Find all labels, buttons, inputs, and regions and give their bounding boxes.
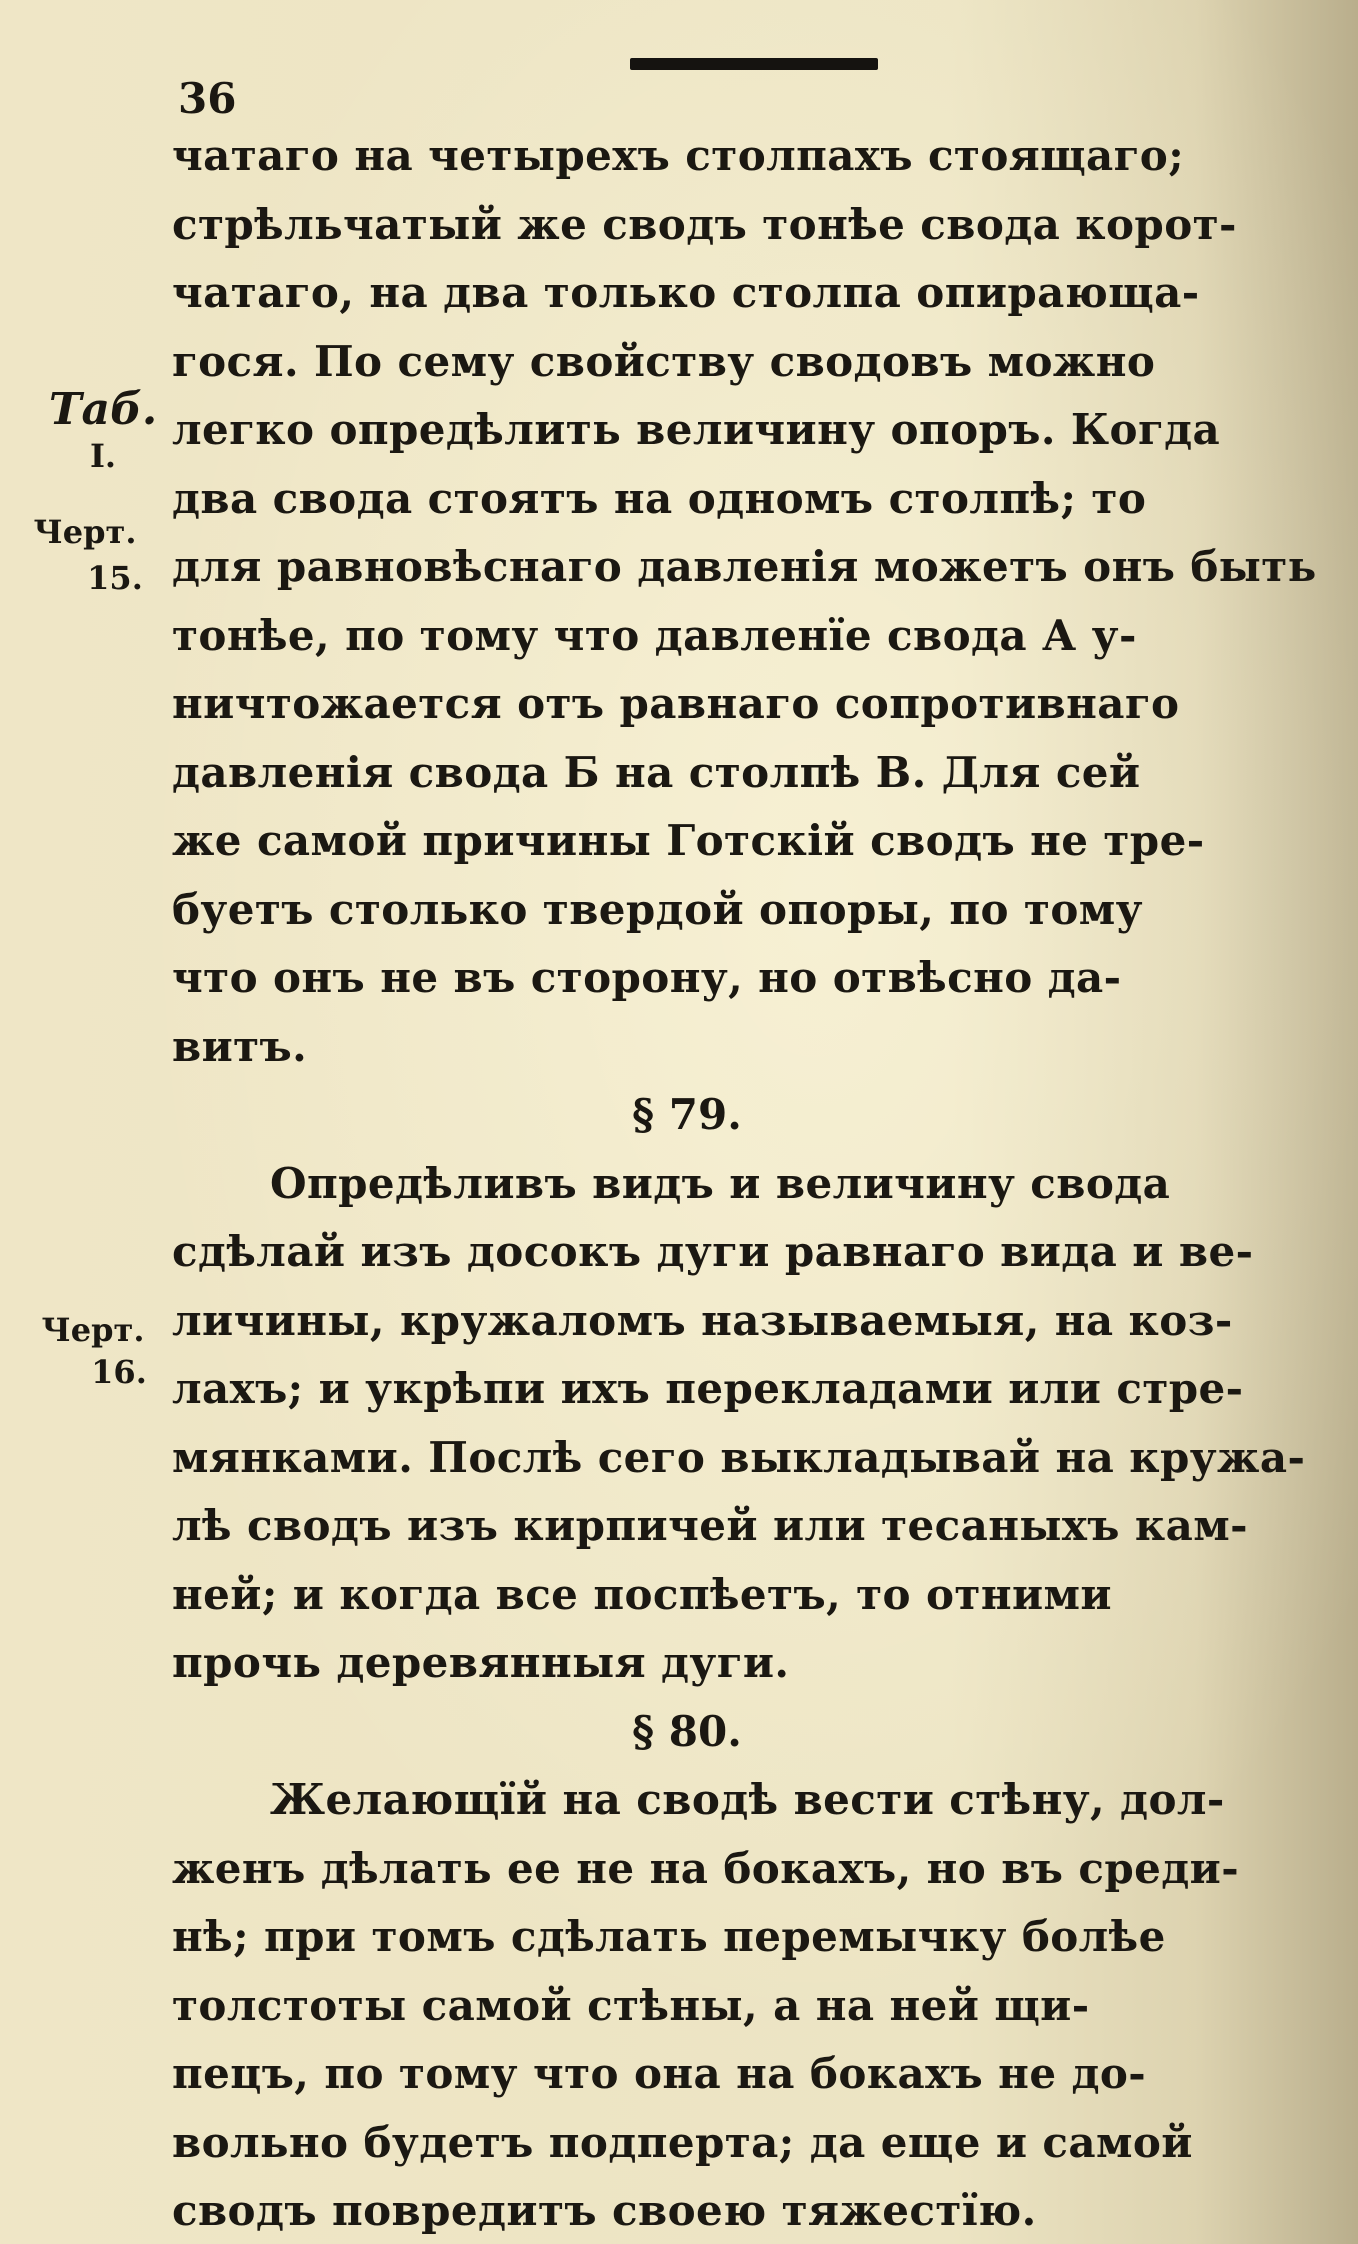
- text-line: женъ дѣлать ее не на бокахъ, но въ среди-: [172, 1843, 1240, 1893]
- text-line: же самой причины Готскій сводъ не тре-: [172, 816, 1205, 865]
- text-line: лахъ; и укрѣпи ихъ перекладами или стре-: [172, 1364, 1244, 1413]
- text-line: Желающїй на сводѣ вести стѣну, дол-: [270, 1775, 1225, 1824]
- text-line: витъ.: [172, 1021, 308, 1071]
- text-line: для равновѣснаго давленія можетъ онъ быть: [172, 542, 1317, 591]
- text-line: прочь деревянныя дуги.: [172, 1638, 790, 1687]
- section-heading: § 79.: [632, 1090, 742, 1139]
- text-line: два свода стоятъ на одномъ столпѣ; то: [172, 473, 1147, 523]
- text-line: чатаго на четырехъ столпахъ стоящаго;: [172, 131, 1185, 180]
- text-line: ней; и когда все поспѣетъ, то отними: [172, 1569, 1112, 1619]
- text-line: сдѣлай изъ досокъ дуги равнаго вида и ве-: [172, 1227, 1254, 1276]
- margin-note-drawing-number: 16.: [91, 1353, 147, 1391]
- text-line: лѣ сводъ изъ кирпичей или тесаныхъ кам-: [172, 1501, 1248, 1550]
- margin-note-tab-number: I.: [89, 437, 117, 475]
- text-line: ничтожается отъ равнаго сопротивнаго: [172, 679, 1180, 728]
- text-line: нѣ; при томъ сдѣлать перемычку болѣе: [172, 1912, 1166, 1961]
- header-rule: [630, 58, 878, 70]
- section-heading: § 80.: [632, 1706, 742, 1756]
- text-line: толстоты самой стѣны, а на ней щи-: [172, 1980, 1090, 2030]
- margin-note-tab: Таб.: [48, 384, 158, 435]
- text-line: Опредѣливъ видъ и величину свода: [270, 1158, 1171, 1208]
- paragraph: [172, 1766, 1342, 2244]
- text-line: вольно будетъ подперта; да еще и самой: [172, 2117, 1193, 2167]
- paragraph: [172, 122, 1342, 1081]
- margin-note-drawing-label: Черт.: [41, 1311, 145, 1349]
- text-line: гося. По сему свойству сводовъ можно: [172, 336, 1156, 386]
- text-column: [172, 122, 1342, 2244]
- text-line: буетъ столько твердой опоры, по тому: [172, 884, 1143, 934]
- text-line: давленія свода Б на столпѣ В. Для сей: [172, 747, 1141, 797]
- text-line: что онъ не въ сторону, но отвѣсно да-: [172, 953, 1122, 1002]
- paragraph: [172, 1150, 1342, 1698]
- text-line: сводъ повредитъ своею тяжестїю.: [172, 2186, 1037, 2235]
- text-line: стрѣльчатый же сводъ тонѣе свода корот-: [172, 199, 1237, 249]
- text-line: чатаго, на два только столпа опирающа-: [172, 268, 1200, 317]
- page-number: 36: [178, 74, 237, 123]
- text-line: пецъ, по тому что она на бокахъ не до-: [172, 2049, 1147, 2098]
- margin-note-drawing-number: 15.: [87, 559, 143, 597]
- text-line: личины, кружаломъ называемыя, на коз-: [172, 1295, 1233, 1345]
- margin-note-drawing-label: Черт.: [33, 513, 137, 551]
- text-line: легко опредѣлить величину опоръ. Когда: [172, 405, 1221, 454]
- text-line: мянками. Послѣ сего выкладывай на кружа-: [172, 1432, 1306, 1482]
- text-line: тонѣе, по тому что давленїе свода А у-: [172, 610, 1137, 660]
